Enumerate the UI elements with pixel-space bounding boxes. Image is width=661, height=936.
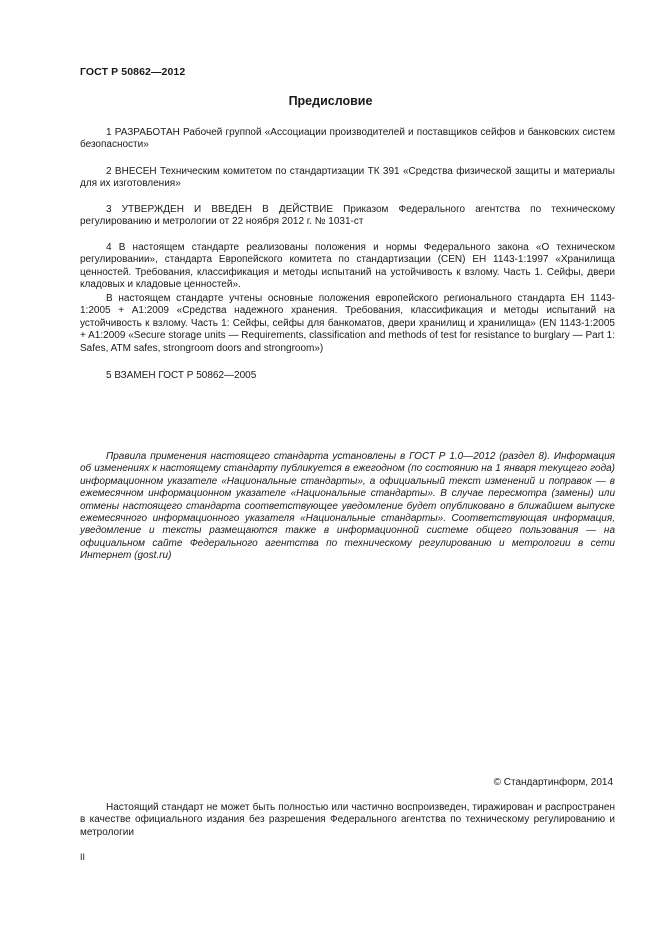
copyright: © Стандартинформ, 2014: [493, 777, 613, 788]
preface-item-4-addendum: В настоящем стандарте учтены основные положения европейского регионального стандарта ЕН 1143-1:2005 + A1:2009 «Средства надежного хранения. Требования, классификация и методы испытаний на устойчивость к взлому. Часть 1: Сейфы, сейфы для банкоматов, двери хранилищ и хранилища» (EN 1143-1:2005 + A1:2009 «Secure storage units — Requirements, classification and methods of test for resistance to burglary — Part 1: Safes, ATM safes, strongroom doors and strongroom»): [80, 293, 615, 354]
preface-item-2: 2 ВНЕСЕН Техническим комитетом по стандартизации ТК 391 «Средства физической защиты и материалы для их изготовления»: [80, 166, 615, 190]
reproduction-notice: Настоящий стандарт не может быть полностью или частично воспроизведен, тиражирован и распространен в качестве официального издания без разрешения Федерального агентства по техническому регулированию и метрологии: [80, 802, 615, 838]
document-code: ГОСТ Р 50862—2012: [80, 66, 186, 78]
preface-item-5: 5 ВЗАМЕН ГОСТ Р 50862—2005: [106, 370, 257, 381]
preface-item-3: 3 УТВЕРЖДЕН И ВВЕДЕН В ДЕЙСТВИЕ Приказом Федерального агентства по техническому регулированию и метрологии от 22 ноября 2012 г. № 1031-ст: [80, 204, 615, 228]
preface-title: Предисловие: [288, 94, 373, 108]
page-number: II: [80, 852, 86, 862]
preface-item-1: 1 РАЗРАБОТАН Рабочей группой «Ассоциации производителей и поставщиков сейфов и банковских систем безопасности»: [80, 127, 615, 151]
preface-item-4: 4 В настоящем стандарте реализованы положения и нормы Федерального закона «О техническом регулировании», стандарта Европейского комитета по стандартизации (CEN) ЕН 1143-1:1997 «Хранилища ценностей. Требования, классификация и методы испытаний на устойчивость к взлому. Часть 1. Сейфы, двери кладовых и кладовые ценностей».: [80, 242, 615, 291]
application-notice: Правила применения настоящего стандарта установлены в ГОСТ Р 1.0—2012 (раздел 8). Информация об изменениях к настоящему стандарту публикуется в ежегодном (по состоянию на 1 января текущего года) информационном указателе «Национальные стандарты», а официальный текст изменений и поправок — в ежемесячном информационном указателе «Национальные стандарты». В случае пересмотра (замены) или отмены настоящего стандарта соответствующее уведомление будет опубликовано в ближайшем выпуске ежемесячного информационного указателя «Национальные стандарты». Соответствующая информация, уведомление и тексты размещаются также в информационной системе общего пользования — на официальном сайте Федерального агентства по техническому регулированию и метрологии в сети Интернет (gost.ru): [80, 451, 615, 562]
